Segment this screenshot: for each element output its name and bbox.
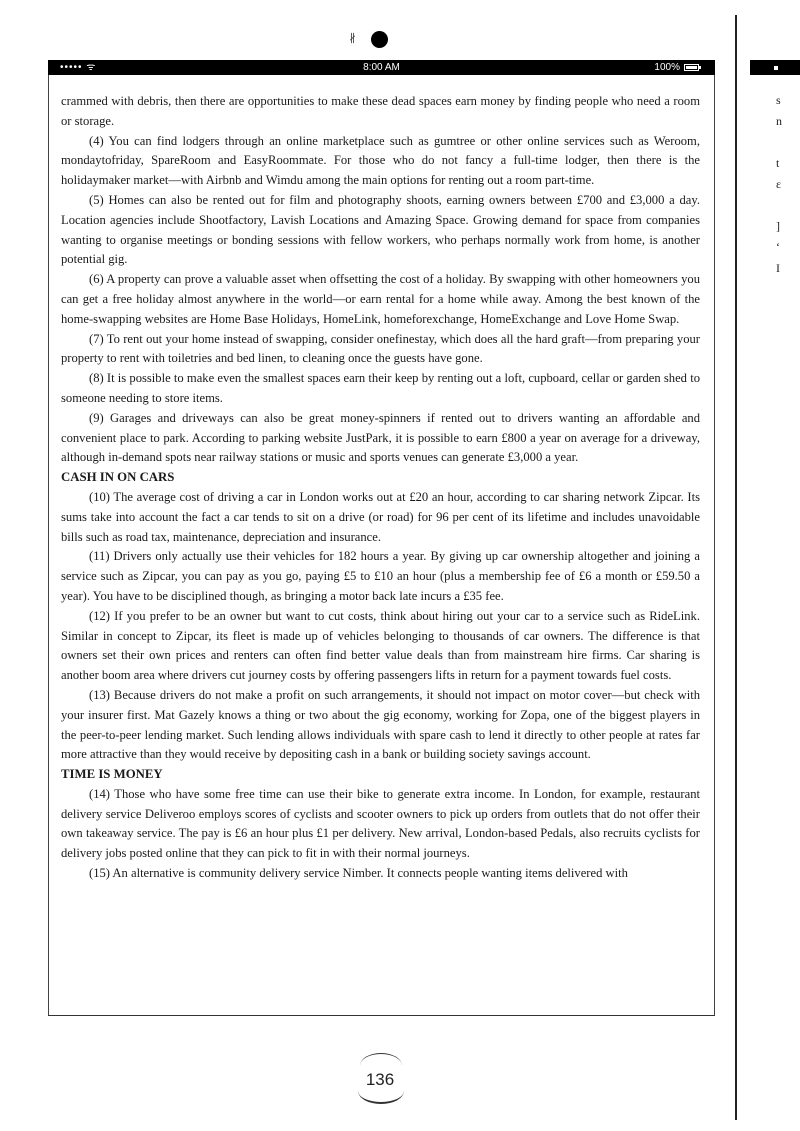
signal-icon: ••••• ᯤ	[60, 62, 97, 73]
adjacent-letter: I	[776, 261, 780, 275]
adjacent-page-edge	[735, 15, 737, 1120]
article-body	[61, 92, 700, 884]
status-bar	[48, 60, 715, 75]
paragraph: (8) It is possible to make even the smallest spaces earn their keep by renting out a loft, cupboard, cellar or garden shed to someone needing to store items.	[61, 371, 700, 405]
camera-dot	[371, 31, 388, 48]
page-frame-right	[714, 75, 715, 1015]
paragraph: (14) Those who have some free time can use their bike to generate extra income. In London, for example, restaurant delivery service Deliveroo employs scores of cyclists and scooter owners to pick up orders from outlets that do not offer their own takeaway service. The pay is £6 an hour plus £1 per delivery. New arrival, London-based Pedals, also recruits cyclists for delivery jobs posted online that they can pick to fit in with their normal journeys.	[61, 786, 700, 861]
paragraph: (7) To rent out your home instead of swapping, consider onefinestay, which does all the hard graft—from preparing your property to rent with toiletries and bed linen, to cleaning once the guests have gone.	[61, 331, 700, 366]
paragraph: (12) If you prefer to be an owner but want to cut costs, think about hiring out your car to a service such as RideLink. Similar in concept to Zipcar, its fleet is made up of vehicles belonging to thousands of car owners. The difference is that owners set their own prices and renters can often find better value deals than from mainstream hire firms. Car sharing is another boom area where drivers cut journey costs by offering passengers lifts in return for a payment towards fuel costs.	[61, 608, 700, 683]
paragraph: (11) Drivers only actually use their vehicles for 182 hours a year. By giving up car ownership altogether and joining a service such as Zipcar, you can pay as you go, paying £5 to £10 an hour (plus a membership fee of £6 a month or £59.50 a year). You have to be disciplined though, as bringing a motor back late incurs a £35 fee.	[61, 549, 700, 603]
section-heading: TIME IS MONEY	[61, 767, 163, 782]
paragraph: (4) You can find lodgers through an online marketplace such as gumtree or other online services such as Weroom, mondaytofriday, SpareRoom and EasyRoommate. For those who do not fancy a full-time lodger, then there is the holidaymaker market—with Airbnb and Wimdu among the main options for renting out a room part-time.	[61, 133, 700, 188]
adjacent-letter: n	[776, 114, 782, 128]
adjacent-letter	[776, 195, 796, 216]
adjacent-letter: t	[776, 156, 780, 170]
paragraph: (15) An alternative is community delivery service Nimber. It connects people wanting items delivered with	[89, 866, 628, 881]
section-heading: CASH IN ON CARS	[61, 470, 175, 485]
paragraph: (5) Homes can also be rented out for film and photography shoots, earning owners between £700 and £3,000 a day. Location agencies include Shootfactory, Lavish Locations and Amazing Space. Growing demand for space from companies wanting to organise meetings or bonding sessions with fellow workers, who perhaps normally work from home, is another potential gig.	[61, 192, 700, 267]
page-number-arc-bottom	[358, 1078, 404, 1104]
page-frame-left	[48, 75, 49, 1015]
battery-status	[654, 60, 699, 75]
adjacent-letter: ]	[776, 219, 780, 233]
paragraph: (9) Garages and driveways can also be great money-spinners if rented out to drivers wanting an affordable and convenient place to park. According to parking website JustPark, it is possible to earn £800 a year on average for a driveway, although in-demand spots near railway stations or music and sports venues can generate £3,000 a year.	[61, 410, 700, 465]
adjacent-status-dot	[774, 66, 778, 70]
status-time: 8:00 AM	[363, 62, 400, 73]
header-mark: ∦	[349, 33, 356, 45]
adjacent-letter: ε	[776, 177, 782, 191]
paragraph: crammed with debris, then there are opportunities to make these dead spaces earn money by finding people who need a room or storage.	[61, 94, 700, 128]
paragraph: (13) Because drivers do not make a profit on such arrangements, it should not impact on motor cover—but check with your insurer first. Mat Gazely knows a thing or two about the gig economy, working for Zopa, one of the biggest players in the peer-to-peer lending market. Such lending allows individuals with spare cash to lend it directly to other people at rates far more attractive than they would receive by depositing cash in a bank or building society savings account.	[61, 687, 700, 762]
adjacent-letter: ‘	[776, 240, 780, 254]
adjacent-letter	[776, 132, 796, 153]
battery-percent: 100%	[654, 62, 680, 73]
page-frame-bottom	[48, 1015, 715, 1016]
battery-full-icon	[684, 64, 699, 71]
adjacent-letter: s	[776, 93, 781, 107]
paragraph: (6) A property can prove a valuable asset when offsetting the cost of a holiday. By swapping with other homeowners you can get a free holiday almost anywhere in the world—or earn rental for a home while away. Among the best known of the home-swapping websites are Home Base Holidays, HomeLink, homeforexchange, HomeExchange and Love Home Swap.	[61, 272, 700, 326]
paragraph: (10) The average cost of driving a car in London works out at £20 an hour, according to car sharing network Zipcar. Its sums take into account the fact a car tends to sit on a drive (or road) for 96 per cent of its lifetime and includes unavoidable bills such as road tax, maintenance, depreciation and insurance.	[61, 489, 700, 544]
page-number: 136	[365, 1070, 395, 1089]
adjacent-page-text	[776, 90, 796, 279]
